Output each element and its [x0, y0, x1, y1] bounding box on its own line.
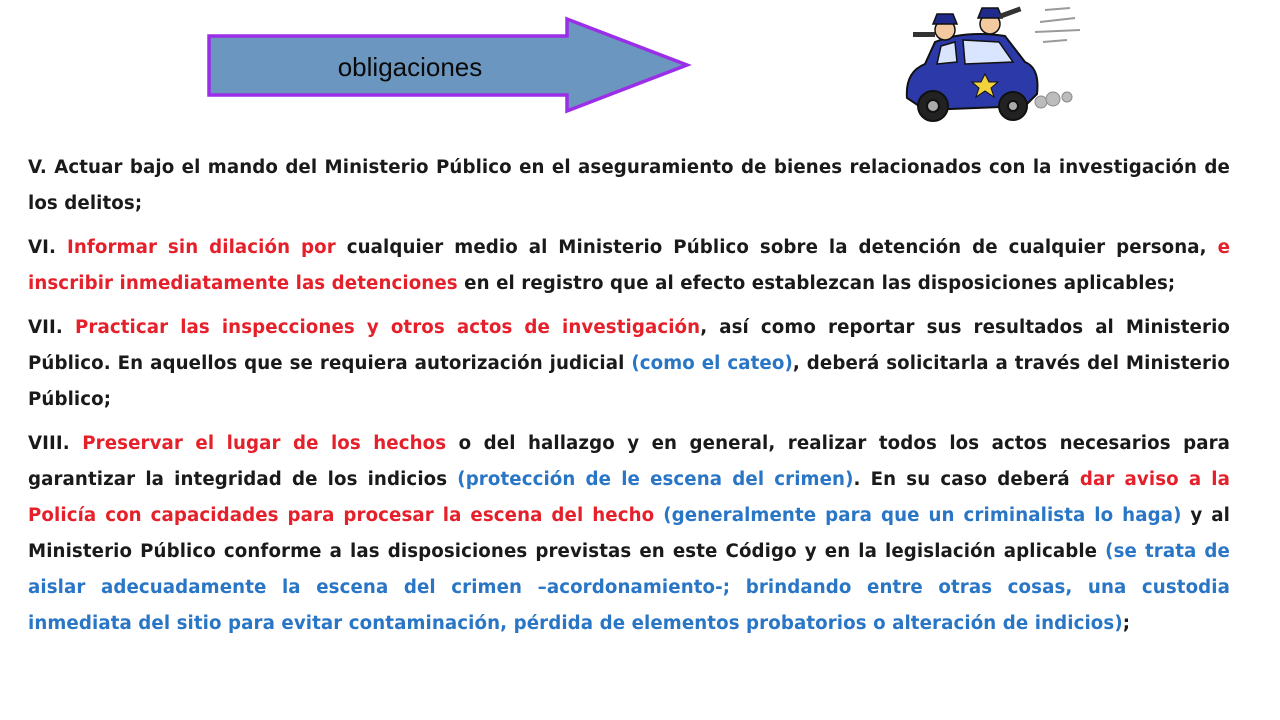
text-segment: , deberá solicitarla a través del Ministerio Público; — [28, 353, 1230, 410]
text-segment: e inscribir inmediatamente las detenciones — [28, 237, 1231, 294]
arrow-label: obligaciones — [337, 52, 483, 82]
paragraph — [28, 310, 1230, 418]
text-segment: Practicar las inspecciones y otros actos de investigación — [74, 317, 701, 338]
text-segment: V. Actuar bajo el mando del Ministerio Público en el aseguramiento de bienes relacionados con la investigación de los delitos; — [28, 157, 1230, 214]
text-segment: y al Ministerio Público conforme a las disposiciones previstas en este Código y en la legislación aplicable — [28, 505, 1231, 562]
text-segment: en el registro que al efecto establezcan las disposiciones aplicables; — [457, 273, 1176, 294]
text-segment: , así como reportar sus resultados al Ministerio Público. En aquellos que se requiera autorización judicial — [28, 317, 1230, 374]
paragraph — [28, 150, 1230, 222]
text-segment: Preservar el lugar de los hechos — [82, 433, 447, 454]
text-segment: (generalmente para que un criminalista lo haga) — [663, 505, 1182, 526]
police-car-chase-icon — [895, 2, 1085, 127]
text-segment — [654, 505, 663, 526]
text-segment: ; — [1122, 613, 1131, 634]
text-segment: dar aviso a la Policía con capacidades para procesar la escena del hecho — [28, 469, 1230, 526]
text-segment: VIII. — [28, 433, 83, 454]
text-segment: (protección de le escena del crimen) — [457, 469, 854, 490]
text-segment: . En su caso deberá — [853, 469, 1080, 490]
paragraph — [28, 230, 1230, 302]
text-segment: Informar sin dilación por — [66, 237, 336, 258]
text-segment: o del hallazgo y en general, realizar todos los actos necesarios para garantizar la integridad de los indicios — [28, 433, 1231, 490]
text-segment: (se trata de aislar adecuadamente la escena del crimen –acordonamiento-; brindando entre otras cosas, una custodia inmediata del sitio para evitar contaminación, pérdida de elementos probatorios o alteración de indicios) — [28, 541, 1230, 634]
text-segment: (como el cateo) — [631, 353, 793, 374]
text-segment: cualquier medio al Ministerio Público sobre la detención de cualquier persona, — [335, 237, 1218, 258]
obligations-text — [28, 150, 1230, 650]
paragraph — [28, 426, 1230, 642]
text-segment: VII. — [28, 317, 75, 338]
text-segment: VI. — [28, 237, 67, 258]
